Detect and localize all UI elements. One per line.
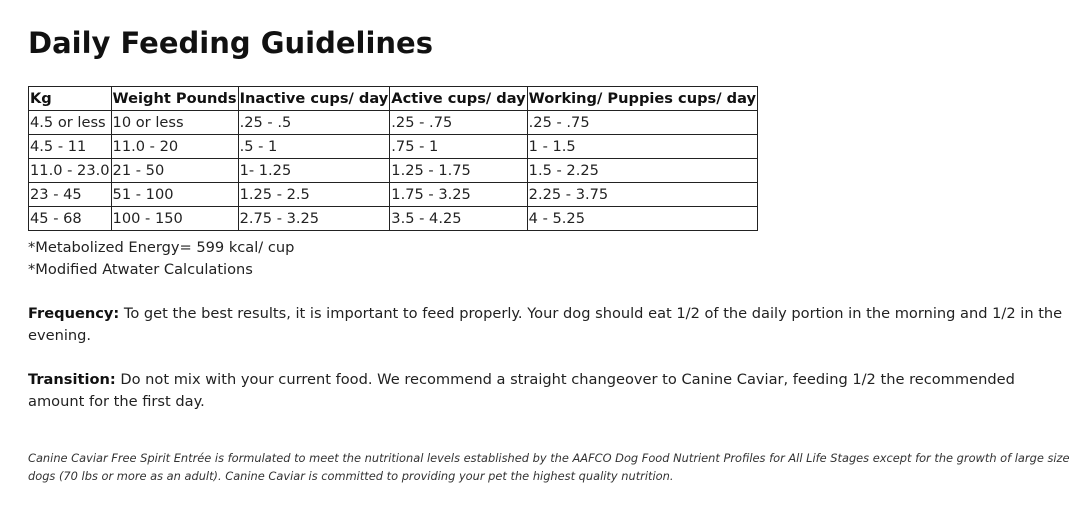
table-cell: 1.25 - 1.75 (390, 159, 527, 183)
table-cell: 4 - 5.25 (527, 207, 757, 231)
table-row (29, 183, 758, 207)
table-cell: 2.75 - 3.25 (238, 207, 390, 231)
feeding-table (28, 86, 758, 231)
table-cell: .25 - .5 (238, 111, 390, 135)
table-cell: 21 - 50 (111, 159, 238, 183)
table-cell: 1.5 - 2.25 (527, 159, 757, 183)
header-kg: Kg (29, 87, 112, 111)
aafco-disclaimer: Canine Caviar Free Spirit Entrée is formulated to meet the nutritional levels established by the AAFCO Dog Food Nutrient Profiles for All Life Stages except for the growth of large size dogs (70 lbs or more as an adult). Canine Caviar is committed to providing your pet the highest quality nutrition. (28, 451, 1070, 483)
frequency-text: To get the best results, it is important to feed properly. Your dog should eat 1/2 of the daily portion in the morning and 1/2 in the evening. (28, 305, 1063, 344)
table-cell: .25 - .75 (390, 111, 527, 135)
table-cell: 23 - 45 (29, 183, 112, 207)
table-cell: 4.5 - 11 (29, 135, 112, 159)
transition-text: Do not mix with your current food. We recommend a straight changeover to Canine Caviar, feeding 1/2 the recommended amount for the first day. (28, 371, 1015, 410)
table-cell: 10 or less (111, 111, 238, 135)
table-cell: 100 - 150 (111, 207, 238, 231)
table-cell: 1- 1.25 (238, 159, 390, 183)
table-cell: 11.0 - 23.0 (29, 159, 112, 183)
table-cell: 11.0 - 20 (111, 135, 238, 159)
page-title: Daily Feeding Guidelines (28, 26, 433, 60)
table-cell: 1.75 - 3.25 (390, 183, 527, 207)
table-cell: 1 - 1.5 (527, 135, 757, 159)
table-cell: .5 - 1 (238, 135, 390, 159)
table-cell: 3.5 - 4.25 (390, 207, 527, 231)
table-cell: 4.5 or less (29, 111, 112, 135)
table-header-row (29, 87, 758, 111)
transition-label: Transition: (28, 371, 116, 388)
metabolized-energy-note: *Metabolized Energy= 599 kcal/ cup (28, 239, 295, 256)
table-row (29, 135, 758, 159)
table-cell: .25 - .75 (527, 111, 757, 135)
table-cell: 45 - 68 (29, 207, 112, 231)
header-active: Active cups/ day (390, 87, 527, 111)
table-cell: .75 - 1 (390, 135, 527, 159)
table-cell: 1.25 - 2.5 (238, 183, 390, 207)
table-row (29, 111, 758, 135)
table-cell: 51 - 100 (111, 183, 238, 207)
table-row (29, 207, 758, 231)
atwater-calculations-note: *Modified Atwater Calculations (28, 261, 253, 278)
table-row (29, 159, 758, 183)
frequency-label: Frequency: (28, 305, 120, 322)
frequency-paragraph (28, 303, 1068, 347)
header-weight-pounds: Weight Pounds (111, 87, 238, 111)
transition-paragraph (28, 369, 1068, 413)
header-inactive: Inactive cups/ day (238, 87, 390, 111)
header-working-puppies: Working/ Puppies cups/ day (527, 87, 757, 111)
table-cell: 2.25 - 3.75 (527, 183, 757, 207)
